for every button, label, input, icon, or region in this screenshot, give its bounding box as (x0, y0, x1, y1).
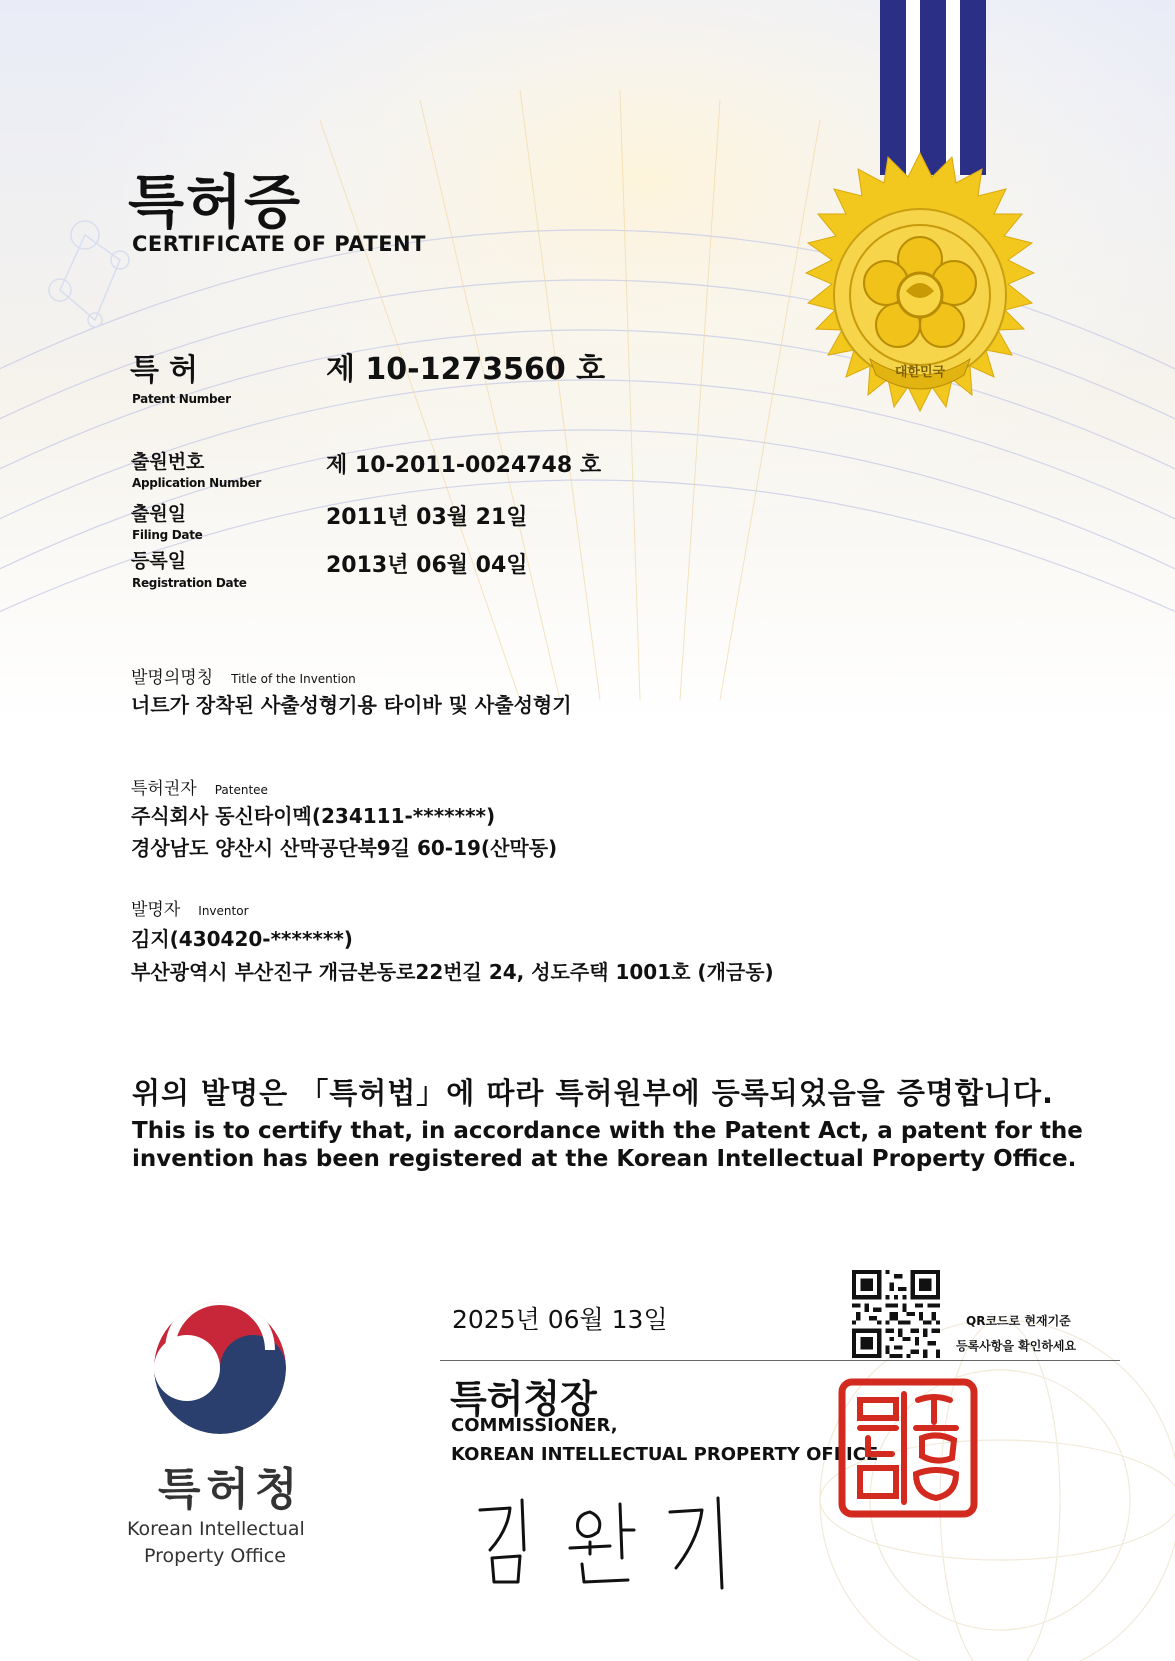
invention-label-row (131, 663, 356, 688)
application-number-label: 출원번호 (131, 451, 205, 473)
patentee-address: 경상남도 양산시 산막공단북9길 60-19(산막동) (131, 836, 558, 860)
inventor-label-en: Inventor (198, 904, 249, 918)
patent-number-label: 특허 (130, 353, 208, 388)
application-number-label-en: Application Number (132, 476, 262, 490)
certificate-subtitle: CERTIFICATE OF PATENT (132, 232, 426, 256)
patentee-label-row (131, 774, 268, 799)
qr-note-2: 등록사항을 확인하세요 (956, 1339, 1077, 1353)
registration-date-label-en: Registration Date (132, 576, 247, 590)
commissioner-title-en-1: COMMISSIONER, (451, 1415, 618, 1436)
signature-divider (440, 1360, 1120, 1361)
filing-date-label: 출원일 (131, 503, 187, 525)
inventor-name: 김지(430420-*******) (131, 927, 353, 951)
application-number-value: 제 10-2011-0024748 호 (326, 453, 602, 478)
patentee-label: 특허권자 (131, 779, 197, 799)
kipo-logo-icon (150, 1298, 290, 1438)
invention-label-en: Title of the Invention (231, 672, 356, 686)
registration-date-value: 2013년 06월 04일 (326, 553, 528, 578)
filing-date-value: 2011년 03월 21일 (326, 505, 528, 530)
inventor-address: 부산광역시 부산진구 개금본동로22번길 24, 성도주택 1001호 (개금동) (131, 960, 774, 984)
patent-number-value: 제 10-1273560 호 (326, 352, 606, 387)
invention-label: 발명의명칭 (131, 668, 214, 688)
commissioner-title: 특허청장 (450, 1377, 597, 1421)
filing-date-label-en: Filing Date (132, 528, 203, 542)
inventor-label: 발명자 (131, 900, 181, 920)
patentee-name: 주식회사 동신타이멕(234111-*******) (131, 804, 496, 828)
patent-number-label-en: Patent Number (132, 392, 231, 406)
inventor-label-row (131, 895, 249, 920)
registration-date-label: 등록일 (131, 550, 187, 572)
kipo-logo-text-en-1: Korean Intellectual (127, 1518, 305, 1540)
qr-code[interactable] (852, 1270, 940, 1358)
issue-date: 2025년 06월 13일 (452, 1305, 668, 1334)
invention-title: 너트가 장착된 사출성형기용 타이바 및 사출성형기 (131, 693, 572, 717)
medal-text: 대한민국 (894, 365, 946, 380)
signature (470, 1490, 750, 1590)
certification-text-en: This is to certify that, in accordance with the Patent Act, a patent for the invention has been registered at the Korean Intellectual Property Office. (132, 1118, 1083, 1172)
kipo-logo-text-en-2: Property Office (144, 1545, 286, 1567)
kipo-logo-text: 특허청 (158, 1464, 304, 1515)
commissioner-title-en-2: KOREAN INTELLECTUAL PROPERTY OFFICE (451, 1444, 879, 1465)
certificate-title: 특허증 (128, 168, 303, 236)
official-seal (838, 1378, 978, 1518)
certification-text-ko: 위의 발명은 「특허법」에 따라 특허원부에 등록되었음을 증명합니다. (132, 1076, 1054, 1110)
patentee-label-en: Patentee (214, 783, 268, 797)
qr-note-1: QR코드로 현재기준 (966, 1314, 1071, 1328)
medal-seal (770, 0, 1070, 470)
